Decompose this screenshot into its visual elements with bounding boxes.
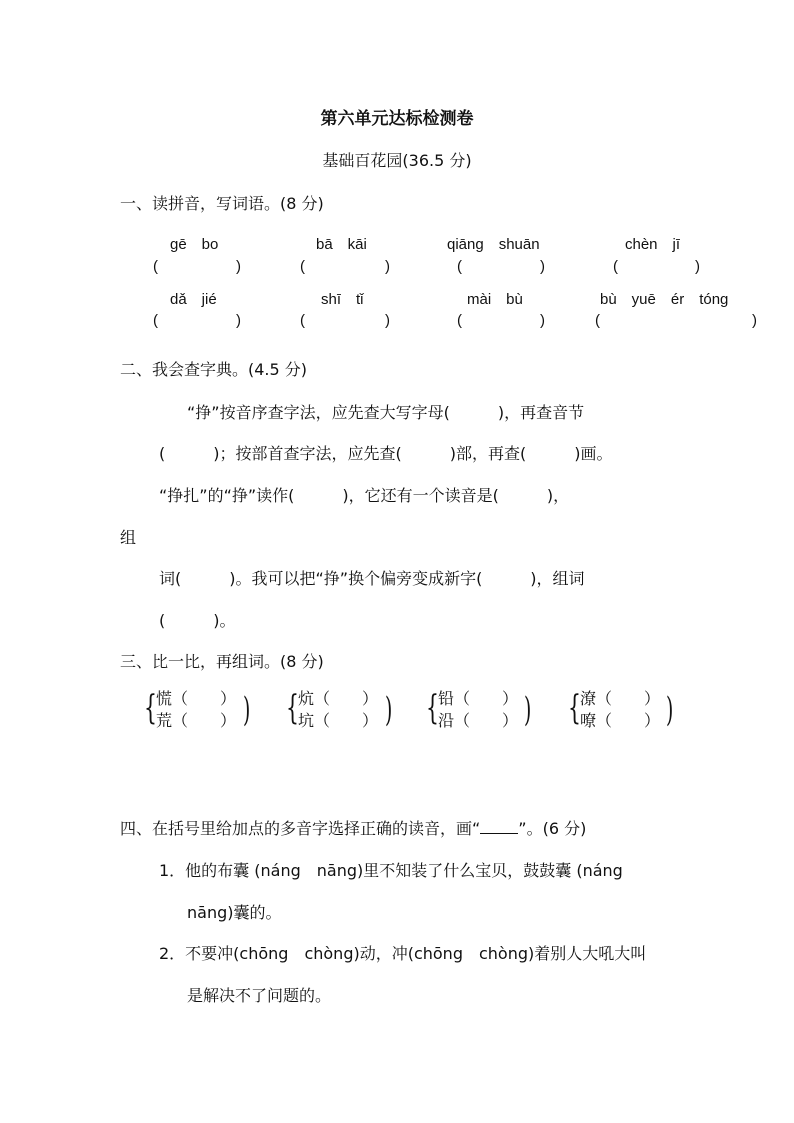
right-paren: )	[385, 690, 393, 730]
compare-word-bottom: 坑（ ）	[298, 711, 379, 730]
question-1-line-1: 1．他的布囊 (náng nāng)里不知装了什么宝贝，鼓鼓囊 (náng	[159, 861, 623, 880]
section1-heading: 一、读拼音，写词语。(8 分)	[120, 194, 324, 213]
answer-paren-open: (	[153, 312, 158, 329]
dictionary-line-2: ( )；按部首查字法，应先查( )部，再查( )画。	[159, 444, 613, 463]
page-subtitle: 基础百花园(36.5 分)	[322, 151, 472, 170]
answer-paren-close: )	[752, 312, 757, 329]
answer-paren-close: )	[695, 258, 700, 275]
compare-word-top: 炕（ ）	[298, 689, 379, 708]
pinyin-mai-bu: mài bù	[467, 291, 523, 308]
dictionary-line-5: 词( )。我可以把“挣”换个偏旁变成新字( )，组词	[159, 569, 585, 588]
answer-paren-open: (	[300, 258, 305, 275]
compare-word-top: 铅（ ）	[438, 689, 519, 708]
answer-paren-close: )	[236, 312, 241, 329]
section4-heading	[120, 816, 586, 839]
answer-paren-close: )	[236, 258, 241, 275]
pinyin-qiang-shuan: qiāng shuān	[447, 236, 540, 253]
right-paren: )	[243, 690, 251, 730]
pinyin-shi-ti: shī tǐ	[321, 291, 364, 308]
answer-paren-open: (	[595, 312, 600, 329]
answer-paren-open: (	[153, 258, 158, 275]
answer-paren-open: (	[457, 312, 462, 329]
compare-word-top: 慌（ ）	[156, 689, 237, 708]
question-2-line-1: 2．不要冲(chōng chòng)动，冲(chōng chòng)着别人大吼大叫	[159, 944, 647, 963]
section3-heading: 三、比一比，再组词。(8 分)	[120, 652, 324, 671]
answer-paren-close: )	[385, 258, 390, 275]
answer-paren-close: )	[540, 312, 545, 329]
compare-word-bottom: 嘹（ ）	[580, 711, 661, 730]
compare-word-top: 潦（ ）	[580, 689, 661, 708]
answer-paren-close: )	[385, 312, 390, 329]
pinyin-ge-bo: gē bo	[170, 236, 219, 253]
answer-paren-open: (	[613, 258, 618, 275]
question-2-line-2: 是解决不了问题的。	[187, 986, 332, 1005]
dictionary-line-3: “挣扎”的“挣”读作( )，它还有一个读音是( )，	[159, 486, 570, 505]
pinyin-da-jie: dǎ jié	[170, 291, 217, 308]
underline-blank	[480, 819, 518, 834]
left-brace: {	[144, 688, 157, 728]
right-paren: )	[524, 690, 532, 730]
dictionary-line-1: “挣”按音序查字法，应先查大写字母( )，再查音节	[187, 403, 585, 422]
answer-paren-open: (	[300, 312, 305, 329]
left-brace: {	[426, 688, 439, 728]
left-brace: {	[568, 688, 581, 728]
right-paren: )	[666, 690, 674, 730]
dictionary-line-6: ( )。	[159, 611, 236, 630]
left-brace: {	[286, 688, 299, 728]
section2-heading: 二、我会查字典。(4.5 分)	[120, 360, 308, 379]
page-title: 第六单元达标检测卷	[320, 109, 474, 129]
answer-paren-open: (	[457, 258, 462, 275]
pinyin-chen-ji: chèn jī	[625, 236, 681, 253]
section4-heading-pre: 四、在括号里给加点的多音字选择正确的读音，画“	[120, 819, 481, 838]
pinyin-bu-yue-er-tong: bù yuē ér tóng	[600, 291, 729, 308]
pinyin-ba-kai: bā kāi	[316, 236, 367, 253]
compare-word-bottom: 沿（ ）	[438, 711, 519, 730]
dictionary-line-4: 组	[120, 528, 137, 547]
section4-heading-post: ”。(6 分)	[518, 819, 587, 838]
answer-paren-close: )	[540, 258, 545, 275]
compare-word-bottom: 荒（ ）	[156, 711, 237, 730]
question-1-line-2: nāng)囊的。	[187, 903, 282, 922]
